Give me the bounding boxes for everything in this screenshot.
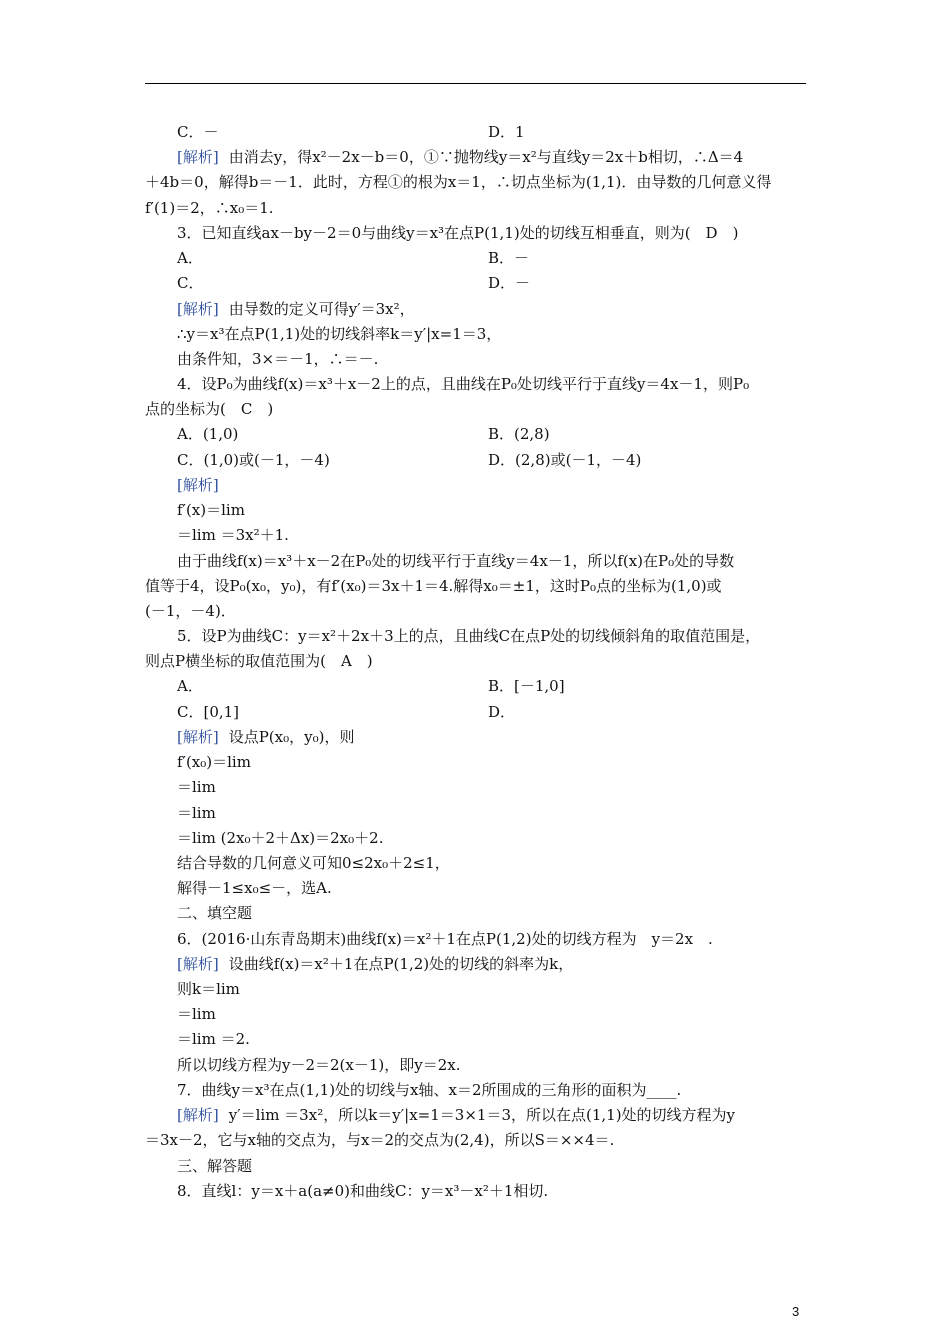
line-text: 由消去y，得x²－2x－b＝0，①∵抛物线y＝x²与直线y＝2x＋b相切，∴Δ＝4 — [228, 148, 744, 166]
text-line: A． — [177, 249, 203, 267]
text-line: ＝lim — [177, 1005, 216, 1023]
line-text: 设曲线f(x)＝x²＋1在点P(1,2)处的切线的斜率为k， — [228, 955, 574, 973]
text-line: f′(x₀)＝lim — [177, 753, 251, 771]
text-line: 5．设P为曲线C：y＝x²＋2x＋3上的点，且曲线C在点P处的切线倾斜角的取值范围是， — [177, 627, 761, 645]
text-line — [177, 954, 573, 974]
text-line: 8．直线l：y＝x＋a(a≠0)和曲线C：y＝x³－x²＋1相切. — [177, 1182, 549, 1200]
analysis-tag: [解析] — [177, 728, 219, 746]
text-line: 6．(2016·山东青岛期末)曲线f(x)＝x²＋1在点P(1,2)处的切线方程为 y＝2x . — [177, 930, 713, 948]
page-number: 3 — [792, 1304, 800, 1319]
text-line: 3．已知直线ax－by－2＝0与曲线y＝x³在点P(1,1)处的切线互相垂直，则为( D ) — [177, 224, 739, 242]
text-line: 值等于4，设P₀(x₀，y₀)，有f′(x₀)＝3x＋1＝4.解得x₀＝±1，这时P₀点的坐标为(1,0)或 — [145, 577, 722, 595]
text-line — [177, 1105, 735, 1125]
text-line: 4．设P₀为曲线f(x)＝x³＋x－2上的点，且曲线在P₀处切线平行于直线y＝4x－1，则P₀ — [177, 375, 750, 393]
line-text: y′＝lim ＝3x²，所以k＝y′|x=1＝3×1＝3，所以在点(1,1)处的切线方程为y — [228, 1106, 736, 1124]
analysis-tag: [解析] — [177, 1106, 219, 1124]
text-line — [177, 147, 743, 167]
line-text: 由导数的定义可得y′＝3x²， — [228, 300, 415, 318]
text-line: 所以切线方程为y－2＝2(x－1)，即y＝2x. — [177, 1056, 461, 1074]
analysis-tag: [解析] — [177, 300, 219, 318]
text-line: B．(2,8) — [488, 425, 550, 443]
text-line: A． — [177, 677, 203, 695]
text-line: D．1 — [488, 123, 525, 141]
text-line: A．(1,0) — [177, 425, 239, 443]
analysis-tag: [解析] — [177, 955, 219, 973]
text-line: 点的坐标为( C ) — [145, 400, 274, 418]
text-line: ＝lim — [177, 778, 216, 796]
text-line: B．[－1,0] — [488, 677, 565, 695]
text-line — [177, 299, 415, 319]
text-line: 二、填空题 — [177, 904, 253, 922]
text-line: ＝lim (2x₀＋2＋Δx)＝2x₀＋2. — [177, 829, 384, 847]
analysis-tag: [解析] — [177, 148, 219, 166]
text-line: 则k＝lim — [177, 980, 240, 998]
text-line: ＋4b＝0，解得b＝－1．此时，方程①的根为x＝1，∴切点坐标为(1,1)．由导数的几何意义得 — [145, 173, 772, 191]
text-line: 由于曲线f(x)＝x³＋x－2在P₀处的切线平行于直线y＝4x－1，所以f(x)在P₀处的导数 — [177, 552, 735, 570]
text-line: 由条件知，3×＝－1，∴＝－. — [177, 350, 379, 368]
text-line: ＝lim — [177, 804, 216, 822]
text-line: D． — [488, 703, 516, 721]
text-line: ＝lim ＝3x²＋1. — [177, 526, 289, 544]
line-text: 设点P(x₀，y₀)，则 — [228, 728, 355, 746]
text-line: 三、解答题 — [177, 1157, 253, 1175]
text-line — [177, 475, 229, 495]
text-line: ＝3x－2，它与x轴的交点为，与x＝2的交点为(2,4)，所以S＝××4＝. — [145, 1131, 615, 1149]
text-line: C． — [177, 274, 204, 292]
header-rule — [145, 83, 806, 84]
text-line: B．－ — [488, 249, 530, 267]
text-line: D．－ — [488, 274, 531, 292]
text-line: (－1，－4)． — [145, 602, 236, 620]
text-line: C．－ — [177, 123, 219, 141]
text-line: D．(2,8)或(－1，－4) — [488, 451, 642, 469]
analysis-tag: [解析] — [177, 476, 219, 494]
text-line: 则点P横坐标的取值范围为( A ) — [145, 652, 373, 670]
text-line: C．[0,1] — [177, 703, 240, 721]
text-line: f′(x)＝lim — [177, 501, 245, 519]
text-line: 结合导数的几何意义可知0≤2x₀＋2≤1， — [177, 854, 450, 872]
text-line: 解得－1≤x₀≤－，选A. — [177, 879, 332, 897]
text-line — [177, 727, 354, 747]
text-line: 7．曲线y＝x³在点(1,1)处的切线与x轴、x＝2所围成的三角形的面积为____. — [177, 1081, 682, 1099]
text-line: ∴y＝x³在点P(1,1)处的切线斜率k＝y′|x=1＝3， — [177, 325, 502, 343]
text-line: ＝lim ＝2. — [177, 1030, 250, 1048]
text-line: f′(1)＝2，∴x₀＝1. — [145, 199, 274, 217]
text-line: C．(1,0)或(－1，－4) — [177, 451, 330, 469]
